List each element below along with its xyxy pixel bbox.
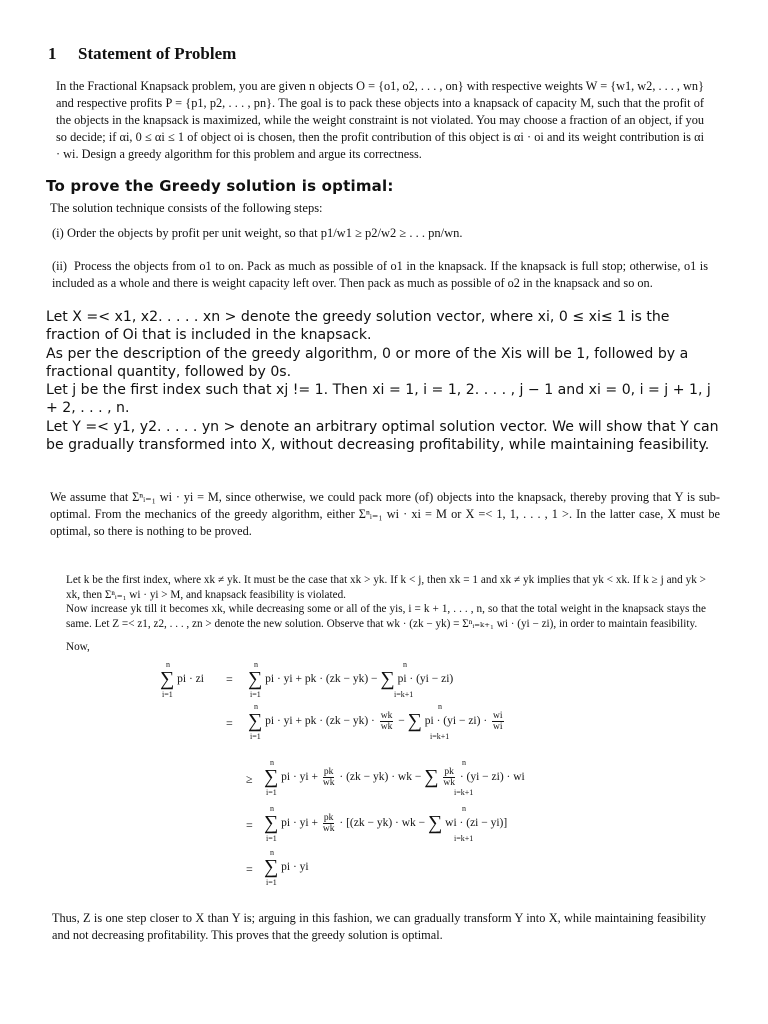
minus-sign: −: [398, 715, 405, 727]
problem-statement: In the Fractional Knapsack problem, you are given n objects O = {o1, o2, . . . , on} with respective weights W = {w1, w2, . . . , wn} and respective profits P = {p1, p2, . . . , pn}. The goal is to pack these objects into a knapsack of capacity M, such that the profit of the objects in the knapsack is maximized, while the weight constraint is not violated. You may choose a fraction of an object, if you so decide; if αi, 0 ≤ αi ≤ 1 of object oi is chosen, then the profit contribution of this object is αi · oi and its weight contribution is αi · wi. Design a greedy algorithm for this problem and argue its correctness.: [56, 79, 704, 161]
assumption-paragraph: We assume that Σⁿᵢ₌₁ wi · yi = M, since otherwise, we could pack more (of) objects into the knapsack, thereby proving that Y is sub-optimal. From the mechanics of the greedy algorithm, either Σⁿᵢ₌₁ wi · xi = M or X =< 1, 1, . . . , 1 >. In the latter case, X must be optimal, so there is nothing to be proved.: [50, 490, 720, 538]
sum-upper: n: [462, 804, 466, 813]
equals-sign: =: [246, 862, 253, 876]
sum-symbol: ∑: [264, 856, 279, 878]
sum-upper: n: [254, 660, 258, 669]
greedy-paragraph: Let X =< x1, x2. . . . . xn > denote the greedy solution vector, where xi, 0 ≤ xi≤ 1 is the fraction of Oi that is included in the knapsack.: [46, 309, 670, 344]
line4-term-c: wi · (zi − yi)]: [445, 817, 508, 829]
sum-symbol: ∑: [264, 766, 279, 788]
sum-symbol: ∑: [248, 710, 263, 732]
frac-den: wk: [380, 721, 393, 732]
equation-line-4: [264, 810, 507, 834]
sum-lower: i=k+1: [454, 834, 474, 843]
sum-upper: n: [403, 660, 407, 669]
fraction-pk-wk: [323, 813, 335, 834]
equals-sign: =: [226, 716, 233, 730]
greedy-paragraph: Let Y =< y1, y2. . . . . yn > denote an arbitrary optimal solution vector. We will show that Y can be gradually transformed into X, without decreasing profitability, while maintaining feasibility.: [46, 418, 719, 454]
sum-lower: i=1: [266, 834, 277, 843]
step-two-text: Process the objects from o1 to on. Pack as much as possible of o1 in the knapsack. If the knapsack is full stop; otherwise, o1 is included as a whole and there is weight capacity left over. Then pack as much as possible of o2 in the knapsack and so on.: [52, 259, 708, 290]
fraction-wi-wi: [492, 711, 504, 732]
frac-den: wk: [322, 777, 335, 788]
sum-upper: n: [254, 702, 258, 711]
section-title: Statement of Problem: [78, 44, 237, 63]
sum-upper: n: [166, 660, 170, 669]
sum-upper: n: [438, 702, 442, 711]
line1-term-b: pi · (yi − zi): [397, 673, 454, 685]
frac-num: wk: [380, 710, 393, 721]
equation-line-3: [264, 764, 525, 788]
sum-lower: i=1: [266, 788, 277, 797]
exchange-paragraph-2: Now increase yk till it becomes xk, while decreasing some or all of the yis, i = k + 1, . . . , n, so that the total weight in the knapsack stays the same. Let Z =< z1, z2, . . . , zn > denote the new solution. Observe that wk · (zk − yk) = Σⁿᵢ₌ₖ₊₁ wi · (yi − zi), in order to maintain feasibility.: [66, 603, 706, 630]
fraction-pk-wk: [443, 767, 455, 788]
frac-den: wi: [493, 721, 503, 732]
sum-upper: n: [270, 804, 274, 813]
sum-upper: n: [270, 758, 274, 767]
equation-line-1: [248, 666, 454, 690]
frac-num: wi: [493, 710, 503, 721]
fraction-wk-wk: [380, 711, 394, 732]
sum-symbol: ∑: [160, 668, 175, 690]
exchange-paragraph-1: Let k be the first index, where xk ≠ yk. It must be the case that xk > yk. If k < j, then xk = 1 and xk ≠ yk implies that yk < xk. If k ≥ j and yk > xk, then Σⁿᵢ₌₁ wi · yi > M, and knapsack feasibility is violated.: [66, 574, 706, 601]
lhs-term: pi · zi: [177, 673, 204, 685]
geq-sign: ≥: [246, 772, 253, 786]
equation-line-2: [248, 708, 506, 732]
now-label: Now,: [66, 641, 90, 653]
step-one-text: Order the objects by profit per unit weight, so that p1/w1 ≥ p2/w2 ≥ . . . pn/wn.: [66, 226, 463, 240]
section-number: 1: [48, 44, 57, 63]
sum-lower: i=1: [266, 878, 277, 887]
greedy-description: [46, 308, 722, 454]
equals-sign: =: [246, 818, 253, 832]
sum-symbol: ∑: [248, 668, 263, 690]
sum-lower: i=k+1: [454, 788, 474, 797]
line2-term-a: pi · yi + pk · (zk − yk) ·: [265, 715, 375, 727]
line4-term-a: pi · yi +: [281, 817, 318, 829]
sum-symbol: ∑: [380, 668, 395, 690]
sum-symbol: ∑: [264, 812, 279, 834]
line1-term-a: pi · yi + pk · (zk − yk) −: [265, 673, 378, 685]
sum-symbol: ∑: [428, 812, 443, 834]
step-one-label: (i): [52, 226, 64, 240]
frac-num: pk: [323, 766, 334, 777]
equation-line-5: [264, 854, 309, 878]
sum-symbol: ∑: [424, 766, 439, 788]
greedy-paragraph: Let j be the first index such that xj != 1. Then xi = 1, i = 1, 2. . . . , j − 1 and xi = 0, i = j + 1, j + 2, . . . , n.: [46, 382, 711, 417]
sum-lower: i=1: [162, 690, 173, 699]
exchange-argument: [52, 573, 706, 631]
sum-lower: i=k+1: [394, 690, 414, 699]
frac-num: pk: [323, 812, 334, 823]
line3-term-c: · (yi − zi) · wi: [459, 771, 525, 783]
fraction-pk-wk: [323, 767, 335, 788]
section-heading: [48, 44, 236, 64]
equation-lhs: [160, 666, 204, 690]
sum-lower: i=1: [250, 732, 261, 741]
sum-upper: n: [462, 758, 466, 767]
frac-den: wk: [322, 823, 335, 834]
technique-intro: The solution technique consists of the following steps:: [50, 201, 323, 215]
step-two: [52, 258, 708, 291]
line3-term-b: · (zk − yk) · wk −: [339, 771, 422, 783]
sum-lower: i=1: [250, 690, 261, 699]
step-two-label: (ii): [52, 259, 68, 273]
frac-den: wk: [443, 777, 455, 788]
sum-symbol: ∑: [407, 710, 422, 732]
greedy-paragraph: As per the description of the greedy algorithm, 0 or more of the Xis will be 1, followed by a fractional quantity, followed by 0s.: [46, 345, 689, 380]
sum-upper: n: [270, 848, 274, 857]
line3-term-a: pi · yi +: [281, 771, 318, 783]
conclusion-paragraph: Thus, Z is one step closer to X than Y is; arguing in this fashion, we can gradually transform Y into X, while maintaining feasibility and not decreasing profitability. This proves that the greedy solution is optimal.: [52, 911, 706, 942]
line4-term-b: · [(zk − yk) · wk −: [339, 817, 426, 829]
frac-num: pk: [444, 766, 454, 777]
line2-term-b: pi · (yi − zi) ·: [424, 715, 488, 727]
line5-term: pi · yi: [281, 861, 309, 873]
sum-lower: i=k+1: [430, 732, 450, 741]
proof-heading: To prove the Greedy solution is optimal:: [46, 177, 394, 195]
equals-sign: =: [226, 672, 233, 686]
step-one: [52, 226, 463, 241]
derivation: [150, 660, 610, 900]
